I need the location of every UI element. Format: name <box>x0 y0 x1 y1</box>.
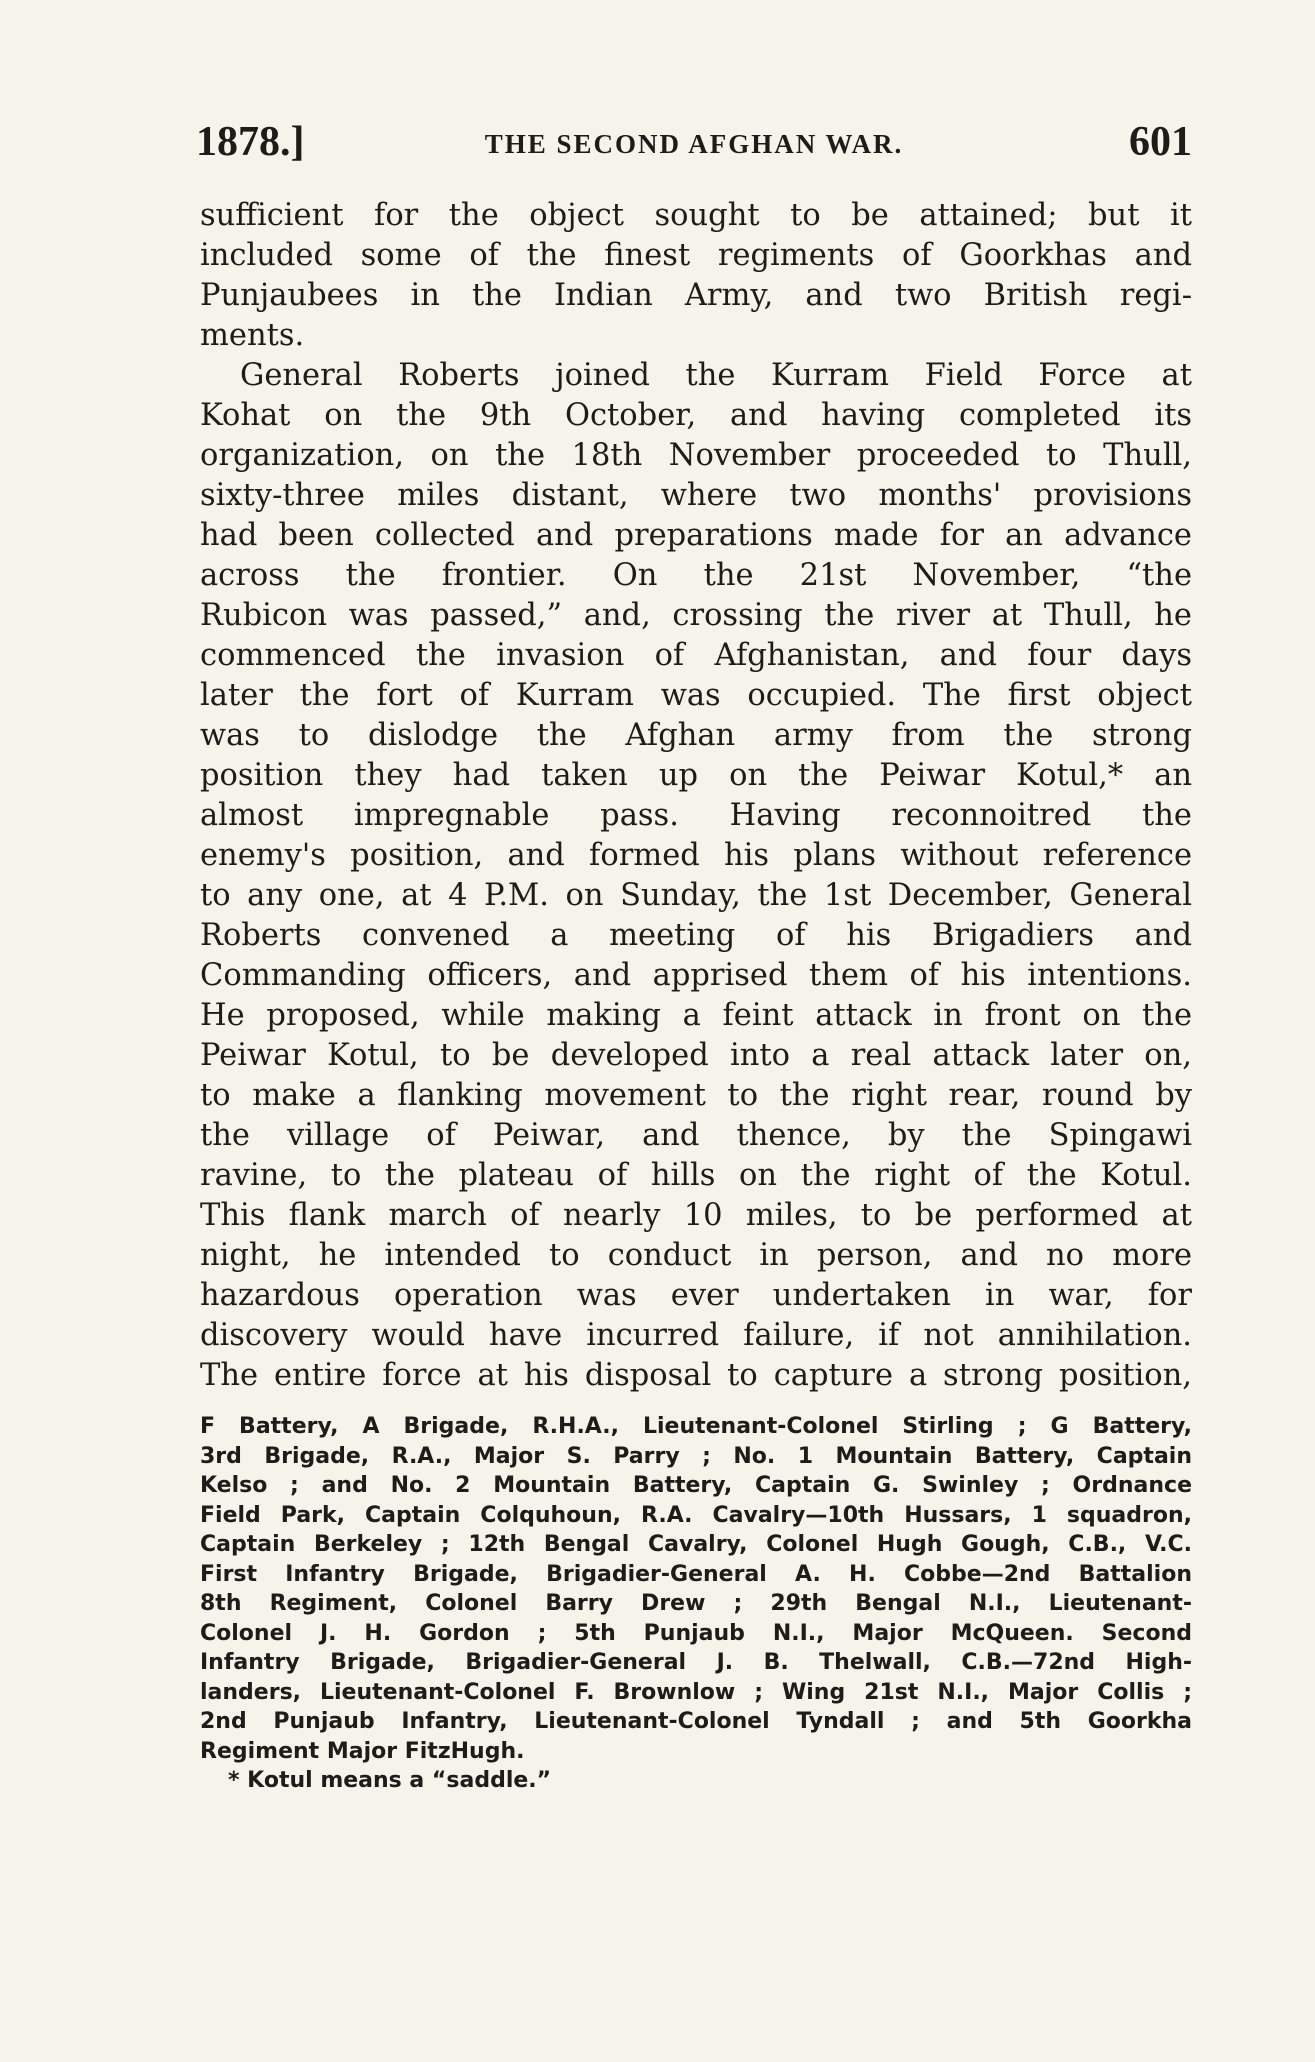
footnote-line: Regiment Major FitzHugh. <box>200 1738 525 1764</box>
body-line: sixty-three miles distant, where two months' provisions <box>200 478 1192 513</box>
body-line: The entire force at his disposal to capture a strong position, <box>200 1358 1192 1393</box>
body-line: Punjaubees in the Indian Army, and two British regi- <box>200 278 1192 313</box>
body-line: This flank march of nearly 10 miles, to be performed at <box>200 1198 1192 1233</box>
running-header <box>196 112 1192 172</box>
body-line: across the frontier. On the 21st November, “the <box>200 558 1192 593</box>
footnote-line: Infantry Brigade, Brigadier-General J. B. Thelwall, C.B.—72nd High- <box>200 1650 1192 1675</box>
body-line: Commanding officers, and apprised them of his intentions. <box>200 958 1192 993</box>
body-line: ments. <box>200 318 305 353</box>
body-line: night, he intended to conduct in person, and no more <box>200 1238 1192 1273</box>
body-line: included some of the finest regiments of Goorkhas and <box>200 238 1192 273</box>
body-line: position they had taken up on the Peiwar Kotul,* an <box>200 758 1192 793</box>
body-line: He proposed, while making a feint attack in front on the <box>200 998 1192 1033</box>
body-line: the village of Peiwar, and thence, by the Spingawi <box>200 1118 1192 1153</box>
body-line: hazardous operation was ever undertaken in war, for <box>200 1278 1192 1313</box>
header-year: 1878.] <box>196 119 305 165</box>
body-line: Roberts convened a meeting of his Brigadiers and <box>200 918 1192 953</box>
footnote-line: 8th Regiment, Colonel Barry Drew ; 29th Bengal N.I., Lieutenant- <box>200 1591 1192 1616</box>
footnotes <box>200 1412 1192 1796</box>
body-line: organization, on the 18th November proceeded to Thull, <box>200 438 1192 473</box>
body-line: to any one, at 4 P.M. on Sunday, the 1st December, General <box>200 878 1192 913</box>
footnote-line: Colonel J. H. Gordon ; 5th Punjaub N.I., Major McQueen. Second <box>200 1620 1192 1646</box>
body-text <box>200 196 1192 1396</box>
footnote-line: 3rd Brigade, R.A., Major S. Parry ; No. 1 Mountain Battery, Captain <box>200 1443 1192 1469</box>
body-line: later the fort of Kurram was occupied. The first object <box>200 678 1192 713</box>
footnote-line: Captain Berkeley ; 12th Bengal Cavalry, Colonel Hugh Gough, C.B., V.C. <box>200 1532 1192 1557</box>
body-line: Rubicon was passed,” and, crossing the river at Thull, he <box>200 598 1192 633</box>
body-line: Kohat on the 9th October, and having completed its <box>200 398 1192 433</box>
body-line: ravine, to the plateau of hills on the right of the Kotul. <box>200 1158 1192 1193</box>
body-line: was to dislodge the Afghan army from the strong <box>200 718 1192 753</box>
body-line: Peiwar Kotul, to be developed into a real attack later on, <box>200 1038 1192 1073</box>
header-title: THE SECOND AFGHAN WAR. <box>484 129 904 159</box>
body-line: General Roberts joined the Kurram Field Force at <box>240 358 1192 393</box>
footnote-line: First Infantry Brigade, Brigadier-General A. H. Cobbe—2nd Battalion <box>200 1561 1192 1587</box>
body-line: commenced the invasion of Afghanistan, and four days <box>200 638 1192 673</box>
footnote-line: Field Park, Captain Colquhoun, R.A. Cavalry—10th Hussars, 1 squadron, <box>200 1502 1192 1528</box>
page-number: 601 <box>1129 119 1192 165</box>
footnote-line: 2nd Punjaub Infantry, Lieutenant-Colonel Tyndall ; and 5th Goorkha <box>200 1709 1192 1734</box>
body-line: to make a flanking movement to the right rear, round by <box>200 1078 1192 1113</box>
body-line: sufficient for the object sought to be attained; but it <box>200 198 1192 233</box>
body-line: had been collected and preparations made for an advance <box>200 518 1192 553</box>
body-line: enemy's position, and formed his plans without reference <box>200 838 1192 873</box>
footnote-line: F Battery, A Brigade, R.H.A., Lieutenant-Colonel Stirling ; G Battery, <box>200 1414 1192 1439</box>
body-line: discovery would have incurred failure, if not annihilation. <box>200 1318 1192 1353</box>
footnote-line: Kelso ; and No. 2 Mountain Battery, Captain G. Swinley ; Ordnance <box>200 1473 1192 1498</box>
footnote-line: landers, Lieutenant-Colonel F. Brownlow ; Wing 21st N.I., Major Collis ; <box>200 1679 1192 1705</box>
body-line: almost impregnable pass. Having reconnoitred the <box>200 798 1192 833</box>
star-footnote: * Kotul means a “saddle.” <box>228 1768 552 1793</box>
